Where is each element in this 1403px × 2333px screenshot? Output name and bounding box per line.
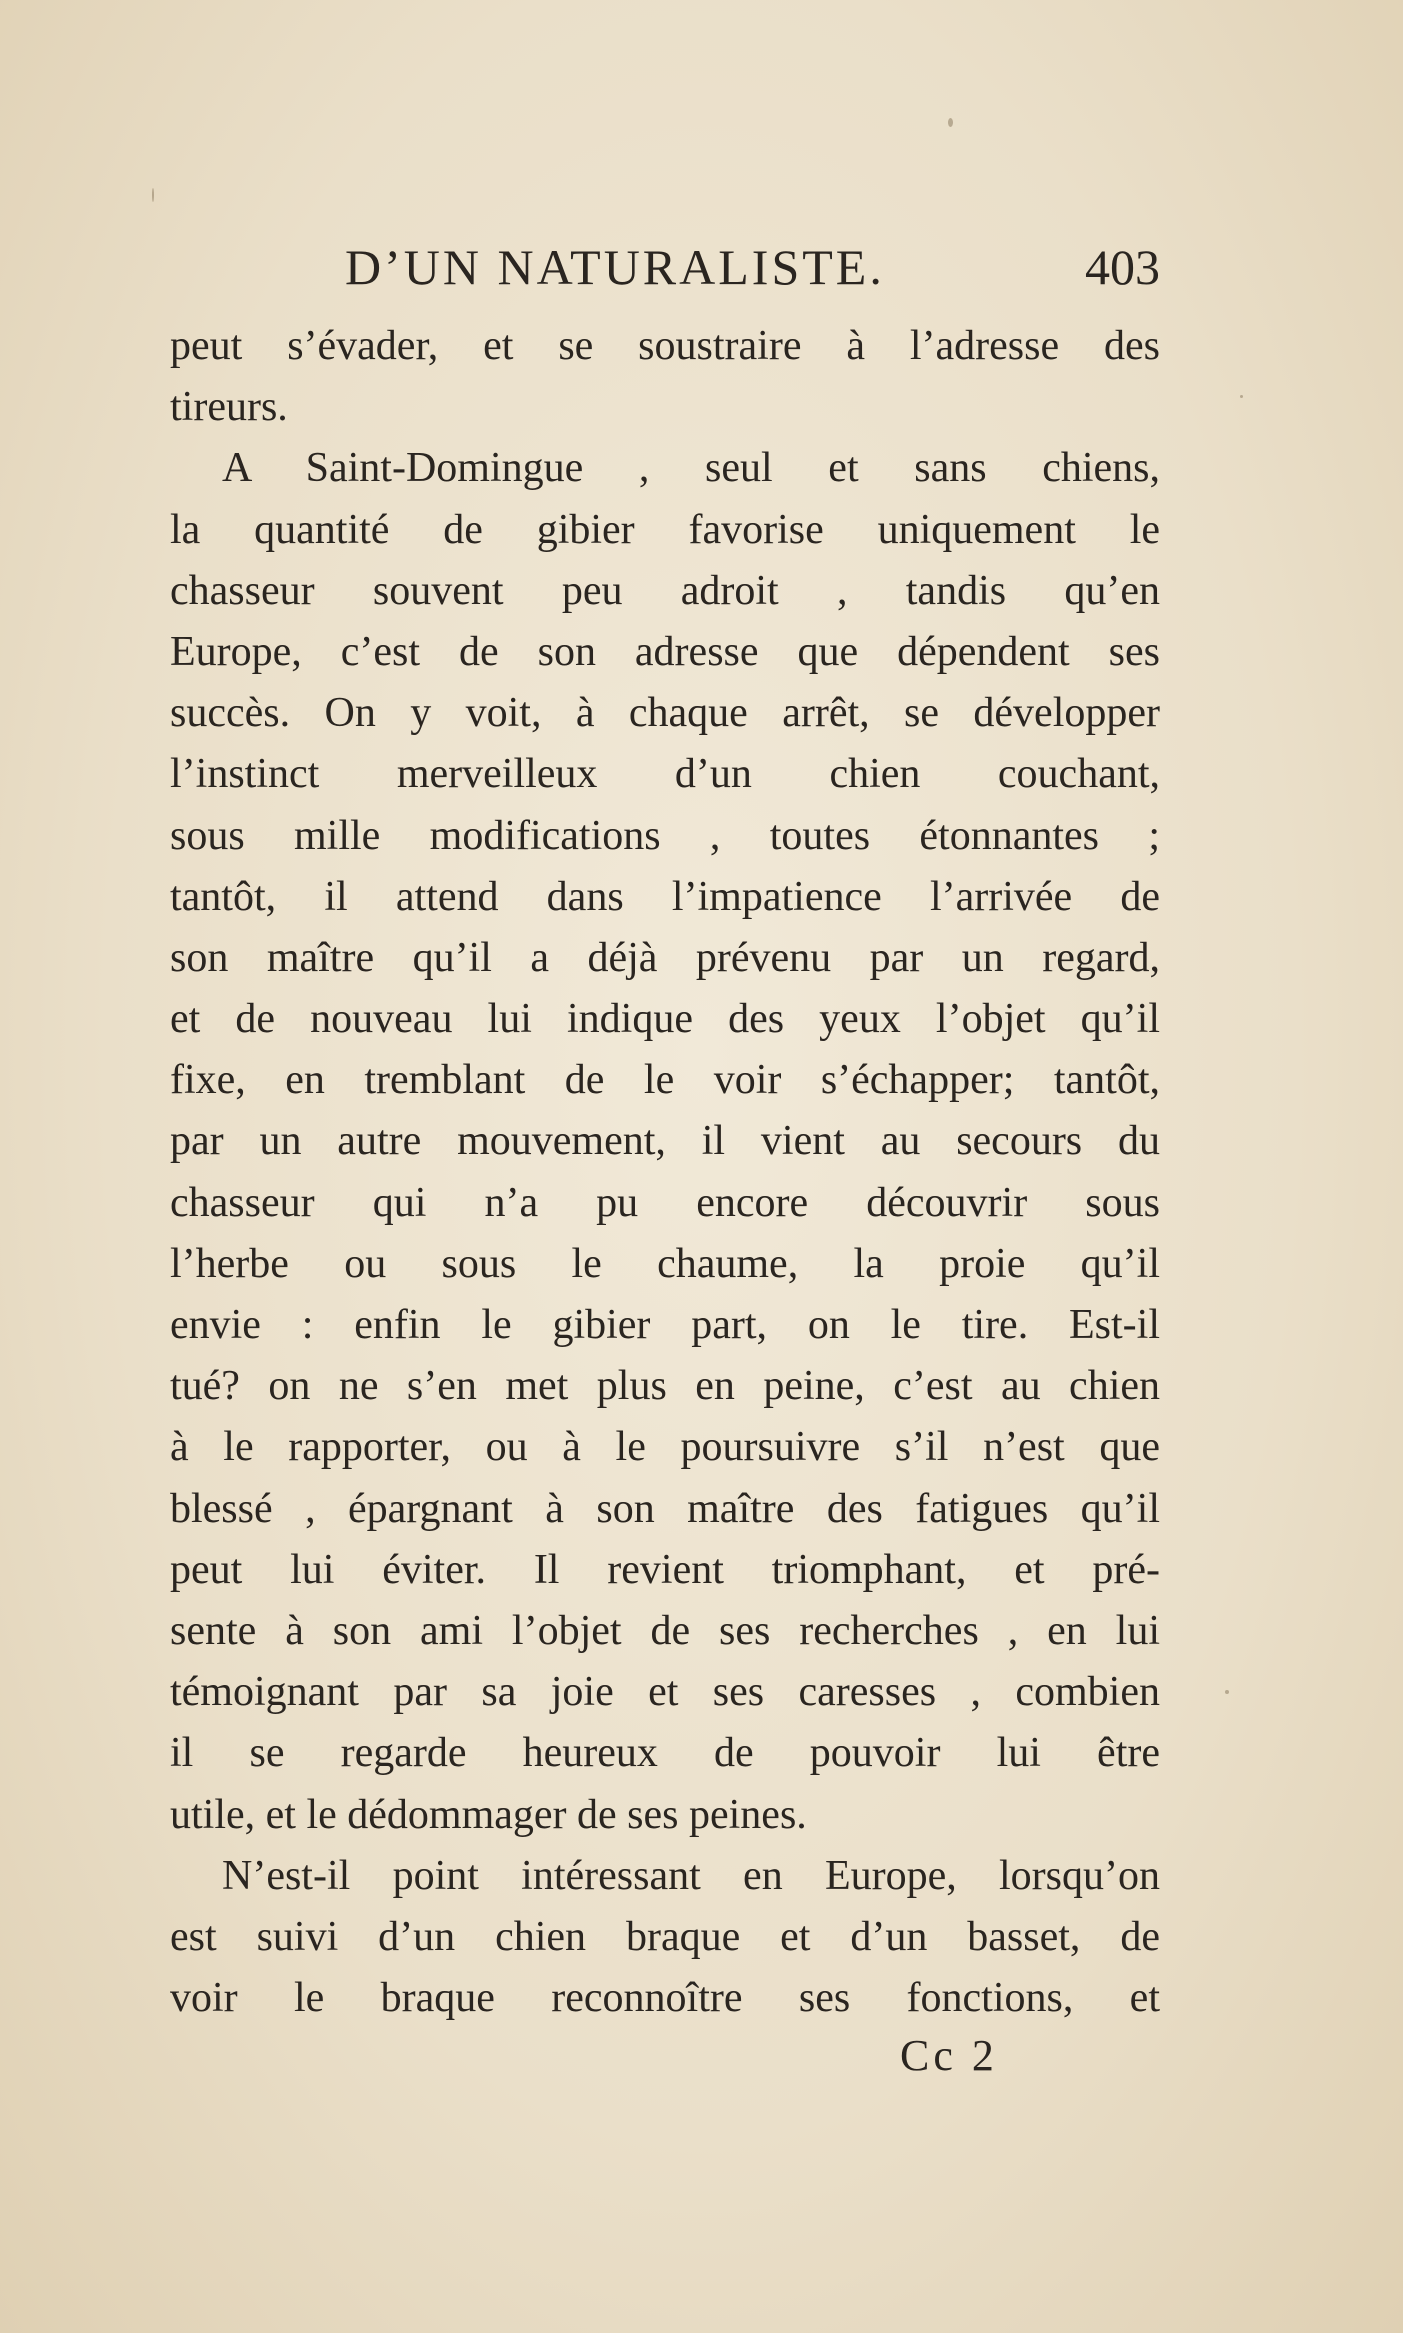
text-line: peut s’évader, et se soustraire à l’adresse des: [170, 323, 1160, 369]
page-number: 403: [1085, 239, 1160, 295]
text-line: tireurs.: [170, 384, 288, 431]
signature-mark: Cc 2: [900, 2031, 998, 2080]
text-line: et de nouveau lui indique des yeux l’objet qu’il: [170, 996, 1160, 1043]
text-line: blessé , épargnant à son maître des fatigues qu’il: [170, 1485, 1160, 1532]
text-line: envie : enfin le gibier part, on le tire. Est-il: [170, 1302, 1160, 1348]
text-line: tantôt, il attend dans l’impatience l’arrivée de: [170, 873, 1160, 920]
text-line: sous mille modifications , toutes étonnantes ;: [170, 812, 1160, 859]
text-line: son maître qu’il a déjà prévenu par un regard,: [170, 934, 1160, 981]
text-line: est suivi d’un chien braque et d’un basset, de: [170, 1913, 1160, 1960]
paper-speck: [1240, 395, 1243, 398]
body-text: [170, 316, 1160, 2029]
text-line: N’est-il point intéressant en Europe, lorsqu’on: [222, 1852, 1160, 1899]
text-line: témoignant par sa joie et ses caresses , combien: [170, 1669, 1160, 1716]
text-line: fixe, en tremblant de le voir s’échapper; tantôt,: [170, 1057, 1160, 1104]
paper-speck: [1225, 1690, 1229, 1694]
text-line: A Saint-Domingue , seul et sans chiens,: [222, 445, 1160, 492]
text-line: Europe, c’est de son adresse que dépendent ses: [170, 628, 1160, 675]
text-line: l’instinct merveilleux d’un chien couchant,: [170, 751, 1160, 798]
page-header: [170, 238, 1160, 308]
running-head: D’UN NATURALISTE.: [345, 239, 885, 295]
text-line: peut lui éviter. Il revient triomphant, et pré-: [170, 1546, 1160, 1593]
text-line: l’herbe ou sous le chaume, la proie qu’il: [170, 1240, 1160, 1287]
paper-speck: [948, 118, 953, 127]
text-line: succès. On y voit, à chaque arrêt, se développer: [170, 690, 1160, 737]
text-line: voir le braque reconnoître ses fonctions, et: [170, 1975, 1160, 2022]
text-line: utile, et le dédommager de ses peines.: [170, 1791, 807, 1838]
text-line: chasseur qui n’a pu encore découvrir sous: [170, 1179, 1160, 1226]
text-line: la quantité de gibier favorise uniquement le: [170, 506, 1160, 553]
text-line: par un autre mouvement, il vient au secours du: [170, 1118, 1160, 1165]
text-line: il se regarde heureux de pouvoir lui être: [170, 1730, 1160, 1777]
text-line: sente à son ami l’objet de ses recherches , en lui: [170, 1607, 1160, 1654]
text-line: tué? on ne s’en met plus en peine, c’est au chien: [170, 1363, 1160, 1410]
paper-speck: [152, 188, 154, 202]
text-line: à le rapporter, ou à le poursuivre s’il n’est que: [170, 1424, 1160, 1471]
text-line: chasseur souvent peu adroit , tandis qu’en: [170, 567, 1160, 614]
